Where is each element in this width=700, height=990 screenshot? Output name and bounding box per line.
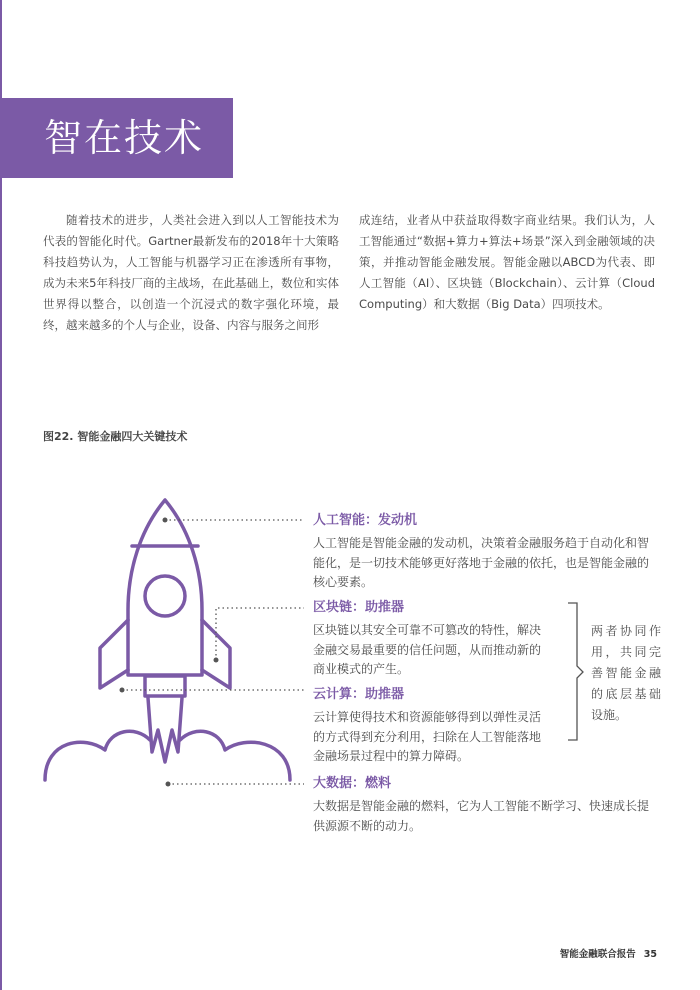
cloud-left <box>45 731 150 780</box>
intro-paragraph-left: 随着技术的进步，人类社会进入到以人工智能技术为代表的智能化时代。Gartner最新发布的2018年十大策略科技趋势认为，人工智能与机器学习正在渗透所有事物，成为未来5年科技厂商的主战场，在此基础上，数位和实体世界得以整合，以创造一个沉浸式的数字强化环境，最终，越来越多的个人与企业，设备、内容与服务之间形 <box>43 213 339 332</box>
rocket-left-fin <box>100 620 128 688</box>
item-heading: 区块链：助推器 <box>313 600 405 615</box>
page-footer <box>560 946 657 960</box>
rocket-nozzle <box>145 676 185 696</box>
bracket-note: 两者协同作用，共同完善智能金融的底层基础设施。 <box>591 624 661 722</box>
figure-caption: 图22. 智能金融四大关键技术 <box>43 430 188 443</box>
item-description: 人工智能是智能金融的发动机，决策着金融服务趋于自动化和智能化，是一切技术能够更好落地于金融的依托，也是智能金融的核心要素。 <box>313 536 650 589</box>
connector-dot-bigdata <box>166 782 171 787</box>
page-number: 35 <box>643 949 657 960</box>
rocket-body <box>128 500 202 675</box>
grouping-bracket <box>568 603 583 740</box>
connector-dot-blockchain <box>214 658 219 663</box>
item-blockchain <box>313 599 549 680</box>
item-bigdata <box>313 775 658 836</box>
intro-paragraph-right: 成连结，业者从中获益取得数字商业结果。我们认为，人工智能通过“数据+算力+算法+场景”深入到金融领域的决策，并推动智能金融发展。智能金融以ABCD为代表、即人工智能（AI）、区块链（Blockchain）、云计算（Cloud Computing）和大数据（Big Data）四项技术。 <box>359 213 655 311</box>
rocket-window <box>145 576 185 616</box>
item-heading: 大数据：燃料 <box>313 776 392 791</box>
item-description: 云计算使得技术和资源能够得到以弹性灵活的方式得到充分利用，扫除在人工智能落地金融场景过程中的算力障碍。 <box>313 710 542 763</box>
rocket-flame <box>148 698 182 762</box>
report-name: 智能金融联合报告 <box>559 949 636 960</box>
item-description: 区块链以其安全可靠不可篡改的特性，解决金融交易最重要的信任问题，从而推动新的商业模式的产生。 <box>313 623 542 676</box>
item-cloud <box>313 686 549 767</box>
item-ai <box>313 512 658 593</box>
item-heading: 人工智能：发动机 <box>313 513 418 528</box>
connector-dot-cloud <box>120 688 125 693</box>
cloud-right <box>180 731 290 780</box>
connector-dot-ai <box>163 518 168 523</box>
section-title: 智在技术 <box>0 98 233 178</box>
item-description: 大数据是智能金融的燃料，它为人工智能不断学习、快速成长提供源源不断的动力。 <box>313 799 650 833</box>
item-heading: 云计算：助推器 <box>313 687 405 702</box>
